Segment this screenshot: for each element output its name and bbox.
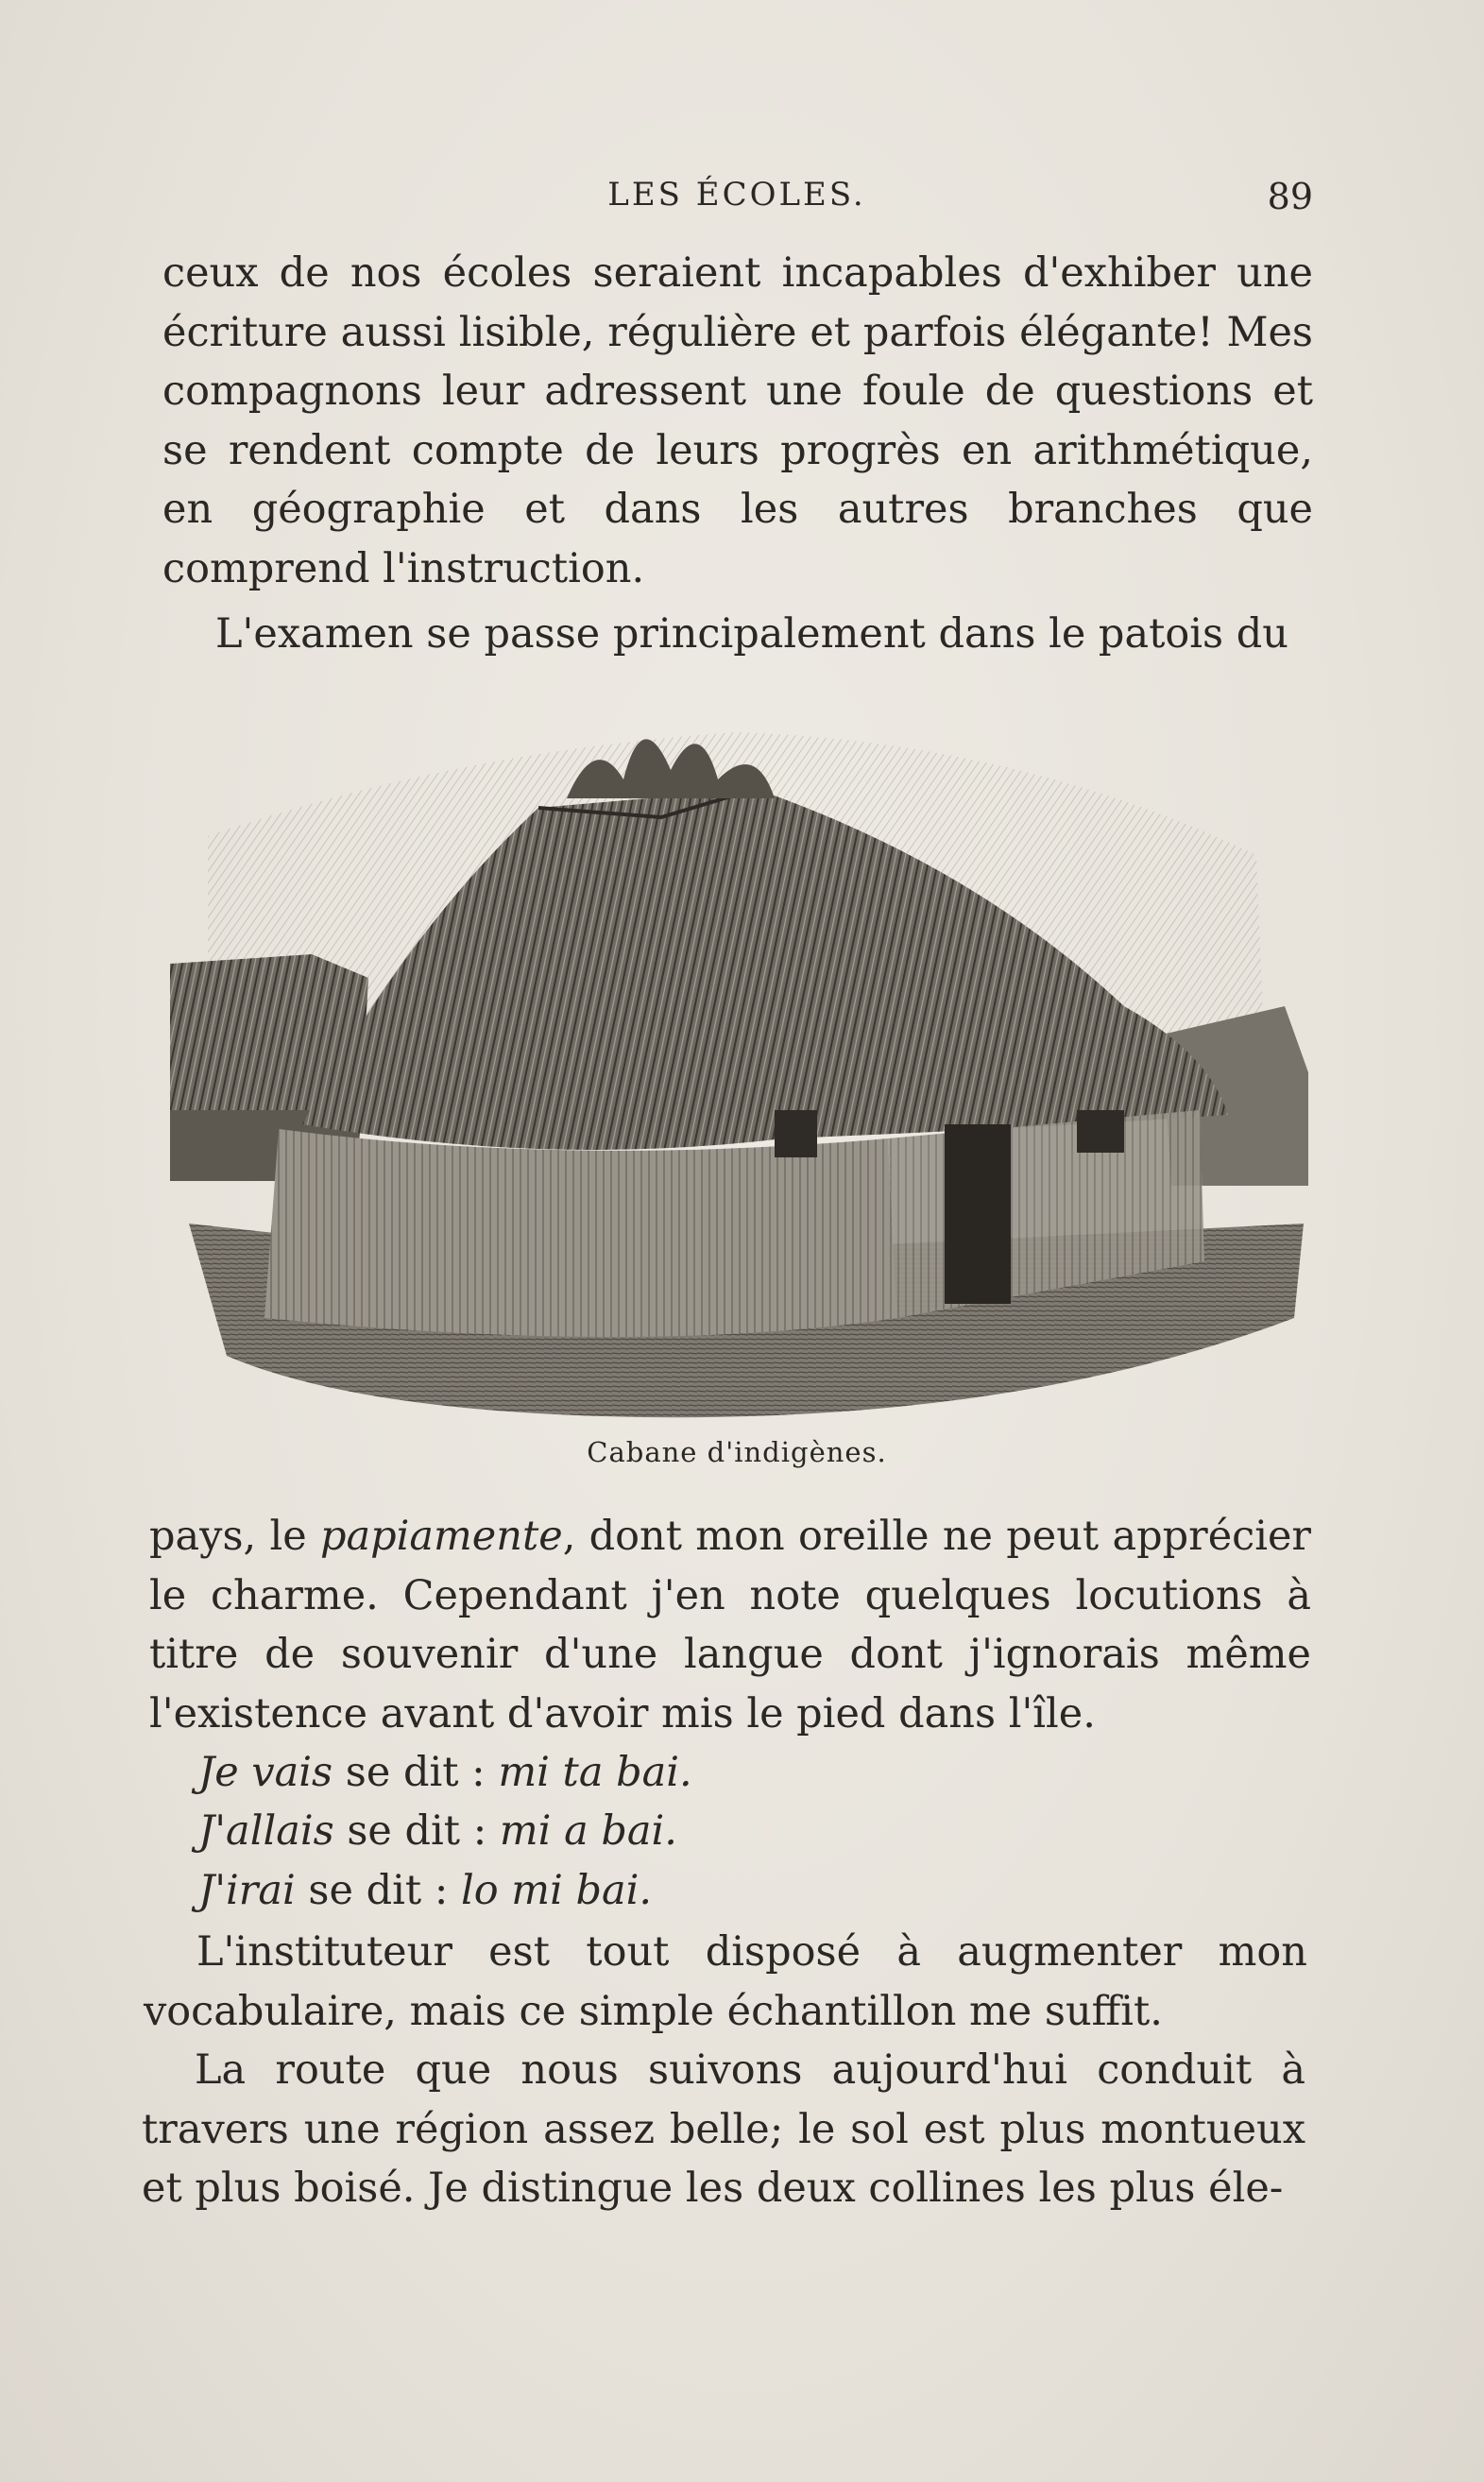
- page-number: 89: [1267, 176, 1313, 217]
- example-2-papiamento: mi a bai.: [499, 1807, 677, 1855]
- example-1-french: Je vais: [198, 1749, 333, 1796]
- example-line-1: [198, 1743, 692, 1803]
- papiamente-term: papiamente: [319, 1513, 563, 1560]
- paragraph-3-start: pays, le: [149, 1513, 320, 1560]
- paragraph-2: L'examen se passe principalement dans le patois du: [215, 610, 1288, 658]
- example-1-sep: se dit :: [333, 1749, 499, 1796]
- paragraph-5: La route que nous suivons aujourd'hui conduit à travers une région assez belle; le sol est plus montueux et plus boisé. Je distingue les deux collines les plus éle-: [142, 2046, 1305, 2212]
- example-3-papiamento: lo mi bai.: [461, 1867, 653, 1914]
- page-header: [161, 176, 1313, 223]
- paragraph-3-rest: , dont mon oreille ne peut apprécier le charme. Cependant j'en note quelques locutions à titre de souvenir d'une langue dont j'ignorais même l'existence avant d'avoir mis le pied dans l'île.: [149, 1513, 1311, 1737]
- example-line-3: [198, 1861, 652, 1921]
- paragraph-1: ceux de nos écoles seraient incapables d'exhiber une écriture aussi lisible, régulière et parfois élégante! Mes compagnons leur adressent une foule de questions et se rendent compte de leurs progrès en arithmétique, en géographie et dans les autres branches que comprend l'instruction.: [162, 249, 1313, 592]
- paragraph-3: [149, 1507, 1311, 1743]
- example-3-french: J'irai: [198, 1867, 296, 1914]
- example-3-sep: se dit :: [295, 1867, 461, 1914]
- example-2-french: J'allais: [198, 1807, 334, 1855]
- example-1-papiamento: mi ta bai.: [498, 1749, 692, 1796]
- running-head: LES ÉCOLES.: [607, 176, 866, 214]
- example-2-sep: se dit :: [333, 1807, 500, 1855]
- example-line-2: [198, 1802, 677, 1861]
- hut-engraving: [170, 694, 1308, 1422]
- figure-caption: Cabane d'indigènes.: [587, 1436, 887, 1468]
- paragraph-4: L'instituteur est tout disposé à augmenter mon vocabulaire, mais ce simple échantillon me suffit.: [144, 1928, 1307, 2035]
